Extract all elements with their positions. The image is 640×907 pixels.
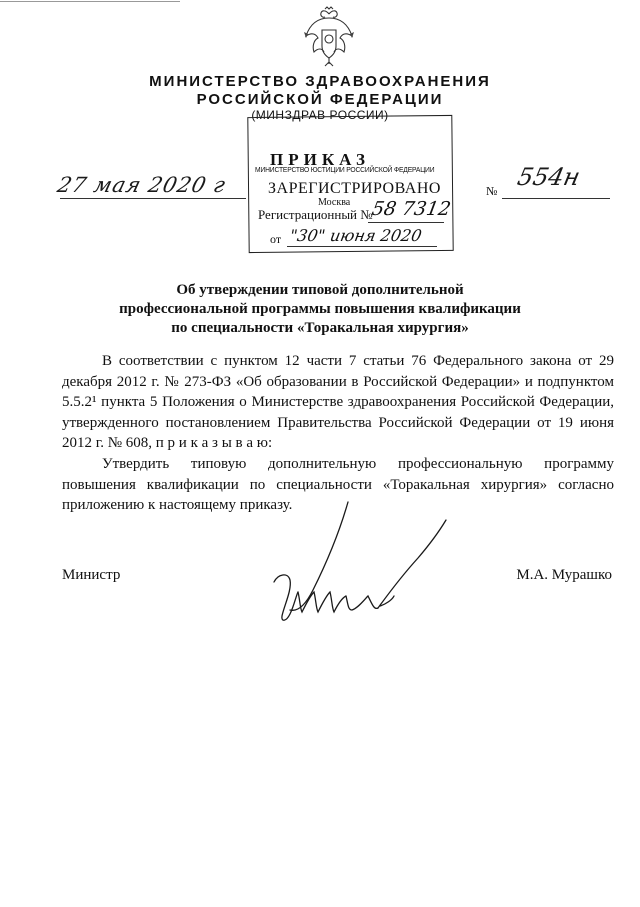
document-title-line3: по специальности «Торакальная хирургия» [171,320,469,336]
handwritten-signature [268,500,458,630]
signatory-name: М.А. Мурашко [516,567,612,583]
paragraph-text: В соответствии с пунктом 12 части 7 статьи 76 Федерального закона от 29 декабря 2012 г. № 273-ФЗ «Об образовании в Российской Федерации» и подпунктом 5.5.2¹ пункта 5 Положения о Министерстве здравоохранения Российской Федерации, утвержденного постановлением Правительства Российской Федерации от 19 июня 2012 г. № 608, п р и к а з ы в а ю: [62,353,614,451]
stamp-status: ЗАРЕГИСТРИРОВАНО [268,180,441,197]
ministry-name-line2: РОССИЙСКОЙ ФЕДЕРАЦИИ [196,91,444,108]
stamp-date-underline [287,246,437,247]
stamp-date-prefix: от [270,232,282,246]
ministry-abbreviation: (МИНЗДРАВ РОССИИ) [251,108,389,122]
signatory-position: Министр [62,567,121,583]
stamp-regnum-underline [368,222,444,223]
order-number: 554н [515,163,583,191]
order-number-sign: № [486,184,498,198]
stamp-date-value: "30" июня 2020 [288,226,424,245]
stamp-organization: МИНИСТЕРСТВО ЮСТИЦИИ РОССИЙСКОЙ ФЕДЕРАЦИИ [255,165,435,174]
document-type-heading: ПРИКАЗ [270,150,370,169]
state-emblem-icon [300,6,358,68]
order-date: 27 мая 2020 г [55,173,229,197]
paragraph-text: Утвердить типовую дополнительную профессиональную программу повышения квалификации по специальности «Торакальная хирургия» согласно приложению к настоящему приказу. [62,456,614,513]
stamp-regnum-value: 58 7312 [370,198,453,220]
body-paragraph-legal-basis [62,351,614,454]
order-date-underline [60,198,246,199]
top-rule [0,1,180,2]
stamp-city: Москва [318,197,351,208]
ministry-name-line1: МИНИСТЕРСТВО ЗДРАВООХРАНЕНИЯ [149,73,491,90]
document-title-line2: профессиональной программы повышения квалификации [119,301,521,317]
stamp-regnum-label: Регистрационный № [258,207,373,222]
order-number-underline [502,198,610,199]
document-title-line1: Об утверждении типовой дополнительной [176,282,464,298]
